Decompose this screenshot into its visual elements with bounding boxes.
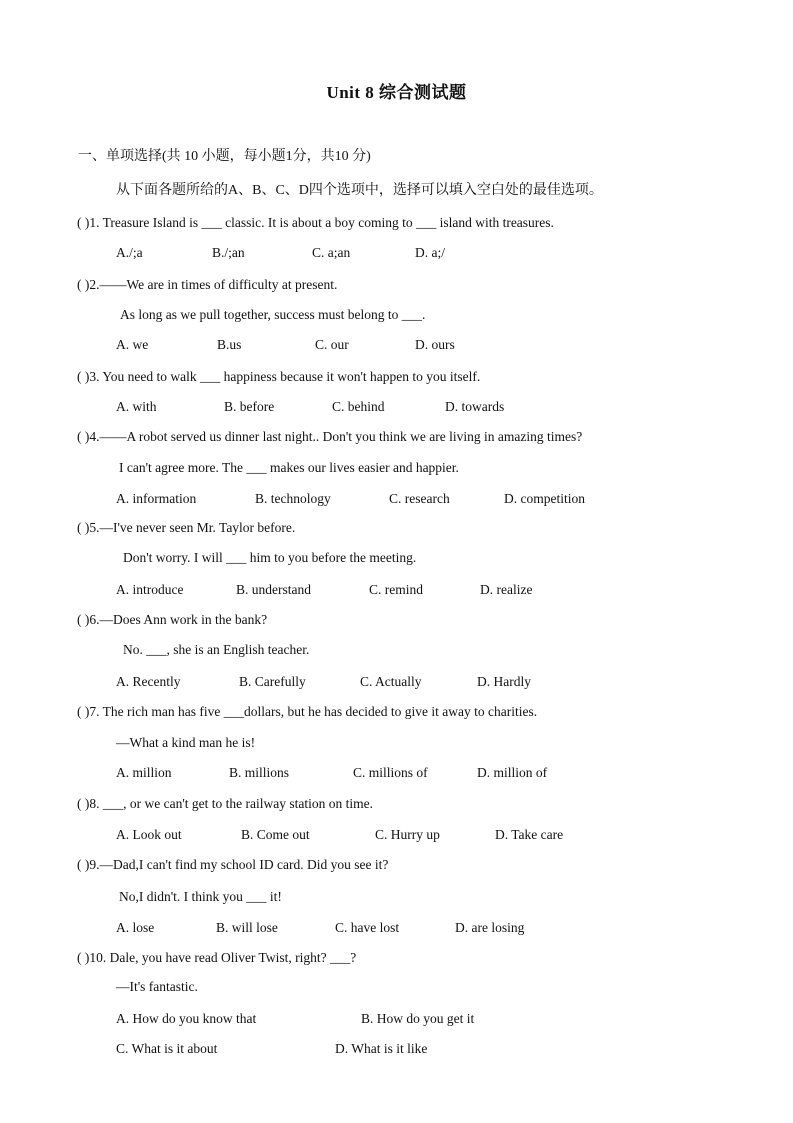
- q6-line-2: No. ___, she is an English teacher.: [123, 642, 310, 657]
- section-heading: 一、单项选择(共 10 小题，每小题1分，共10 分): [78, 149, 371, 164]
- q7-option-b: B. millions: [229, 765, 290, 780]
- q9-option-c: C. have lost: [335, 920, 400, 935]
- q1-option-a: A./;a: [116, 245, 143, 260]
- q8-option-a: A. Look out: [116, 827, 182, 842]
- q7-option-c: C. millions of: [353, 765, 428, 780]
- question-8: ( )8. ___, or we can't get to the railway station on time.: [77, 796, 373, 811]
- question-10: ( )10. Dale, you have read Oliver Twist, right? ___?: [77, 950, 357, 965]
- question-6: ( )6.—Does Ann work in the bank?: [77, 612, 268, 627]
- page-title: Unit 8 综合测试题: [326, 83, 467, 102]
- q2-option-c: C. our: [315, 337, 349, 352]
- q10-option-d: D. What is it like: [335, 1041, 428, 1056]
- q3-option-c: C. behind: [332, 399, 385, 414]
- q2-option-b: B.us: [217, 337, 242, 352]
- q4-option-c: C. research: [389, 491, 450, 506]
- q10-option-c: C. What is it about: [116, 1041, 218, 1056]
- q6-option-c: C. Actually: [360, 674, 422, 689]
- q5-option-d: D. realize: [480, 582, 533, 597]
- q9-line-2: No,I didn't. I think you ___ it!: [119, 889, 282, 904]
- q5-line-2: Don't worry. I will ___ him to you before the meeting.: [123, 550, 417, 565]
- q5-option-a: A. introduce: [116, 582, 184, 597]
- q8-option-b: B. Come out: [241, 827, 310, 842]
- question-1: ( )1. Treasure Island is ___ classic. It is about a boy coming to ___ island with treasures.: [77, 215, 554, 230]
- q10-option-a: A. How do you know that: [116, 1011, 257, 1026]
- q3-option-d: D. towards: [445, 399, 505, 414]
- q10-option-b: B. How do you get it: [361, 1011, 475, 1026]
- q4-line-2: I can't agree more. The ___ makes our lives easier and happier.: [119, 460, 459, 475]
- question-2: ( )2.——We are in times of difficulty at present.: [77, 277, 338, 292]
- q3-option-a: A. with: [116, 399, 157, 414]
- q6-option-d: D. Hardly: [477, 674, 531, 689]
- q7-line-2: —What a kind man he is!: [116, 735, 256, 750]
- q1-option-d: D. a;/: [415, 245, 445, 260]
- q9-option-d: D. are losing: [455, 920, 525, 935]
- question-9: ( )9.—Dad,I can't find my school ID card. Did you see it?: [77, 857, 389, 872]
- question-7: ( )7. The rich man has five ___dollars, but he has decided to give it away to charities.: [77, 704, 538, 719]
- q3-option-b: B. before: [224, 399, 275, 414]
- question-4: ( )4.——A robot served us dinner last night.. Don't you think we are living in amazing times?: [77, 429, 583, 444]
- q1-option-b: B./;an: [212, 245, 245, 260]
- q4-option-b: B. technology: [255, 491, 331, 506]
- q6-option-a: A. Recently: [116, 674, 181, 689]
- q5-option-c: C. remind: [369, 582, 423, 597]
- q9-option-b: B. will lose: [216, 920, 278, 935]
- q2-line-2: As long as we pull together, success must belong to ___.: [120, 307, 426, 322]
- question-3: ( )3. You need to walk ___ happiness because it won't happen to you itself.: [77, 369, 481, 384]
- q6-option-b: B. Carefully: [239, 674, 306, 689]
- q8-option-c: C. Hurry up: [375, 827, 440, 842]
- q5-option-b: B. understand: [236, 582, 311, 597]
- q10-line-2: —It's fantastic.: [116, 979, 198, 994]
- q7-option-a: A. million: [116, 765, 172, 780]
- q8-option-d: D. Take care: [495, 827, 564, 842]
- q9-option-a: A. lose: [116, 920, 155, 935]
- q4-option-a: A. information: [116, 491, 197, 506]
- q7-option-d: D. million of: [477, 765, 548, 780]
- section-instruction: 从下面各题所给的A、B、C、D四个选项中，选择可以填入空白处的最佳选项。: [116, 183, 603, 198]
- question-5: ( )5.—I've never seen Mr. Taylor before.: [77, 520, 296, 535]
- q2-option-d: D. ours: [415, 337, 455, 352]
- q4-option-d: D. competition: [504, 491, 585, 506]
- q2-option-a: A. we: [116, 337, 149, 352]
- q1-option-c: C. a;an: [312, 245, 351, 260]
